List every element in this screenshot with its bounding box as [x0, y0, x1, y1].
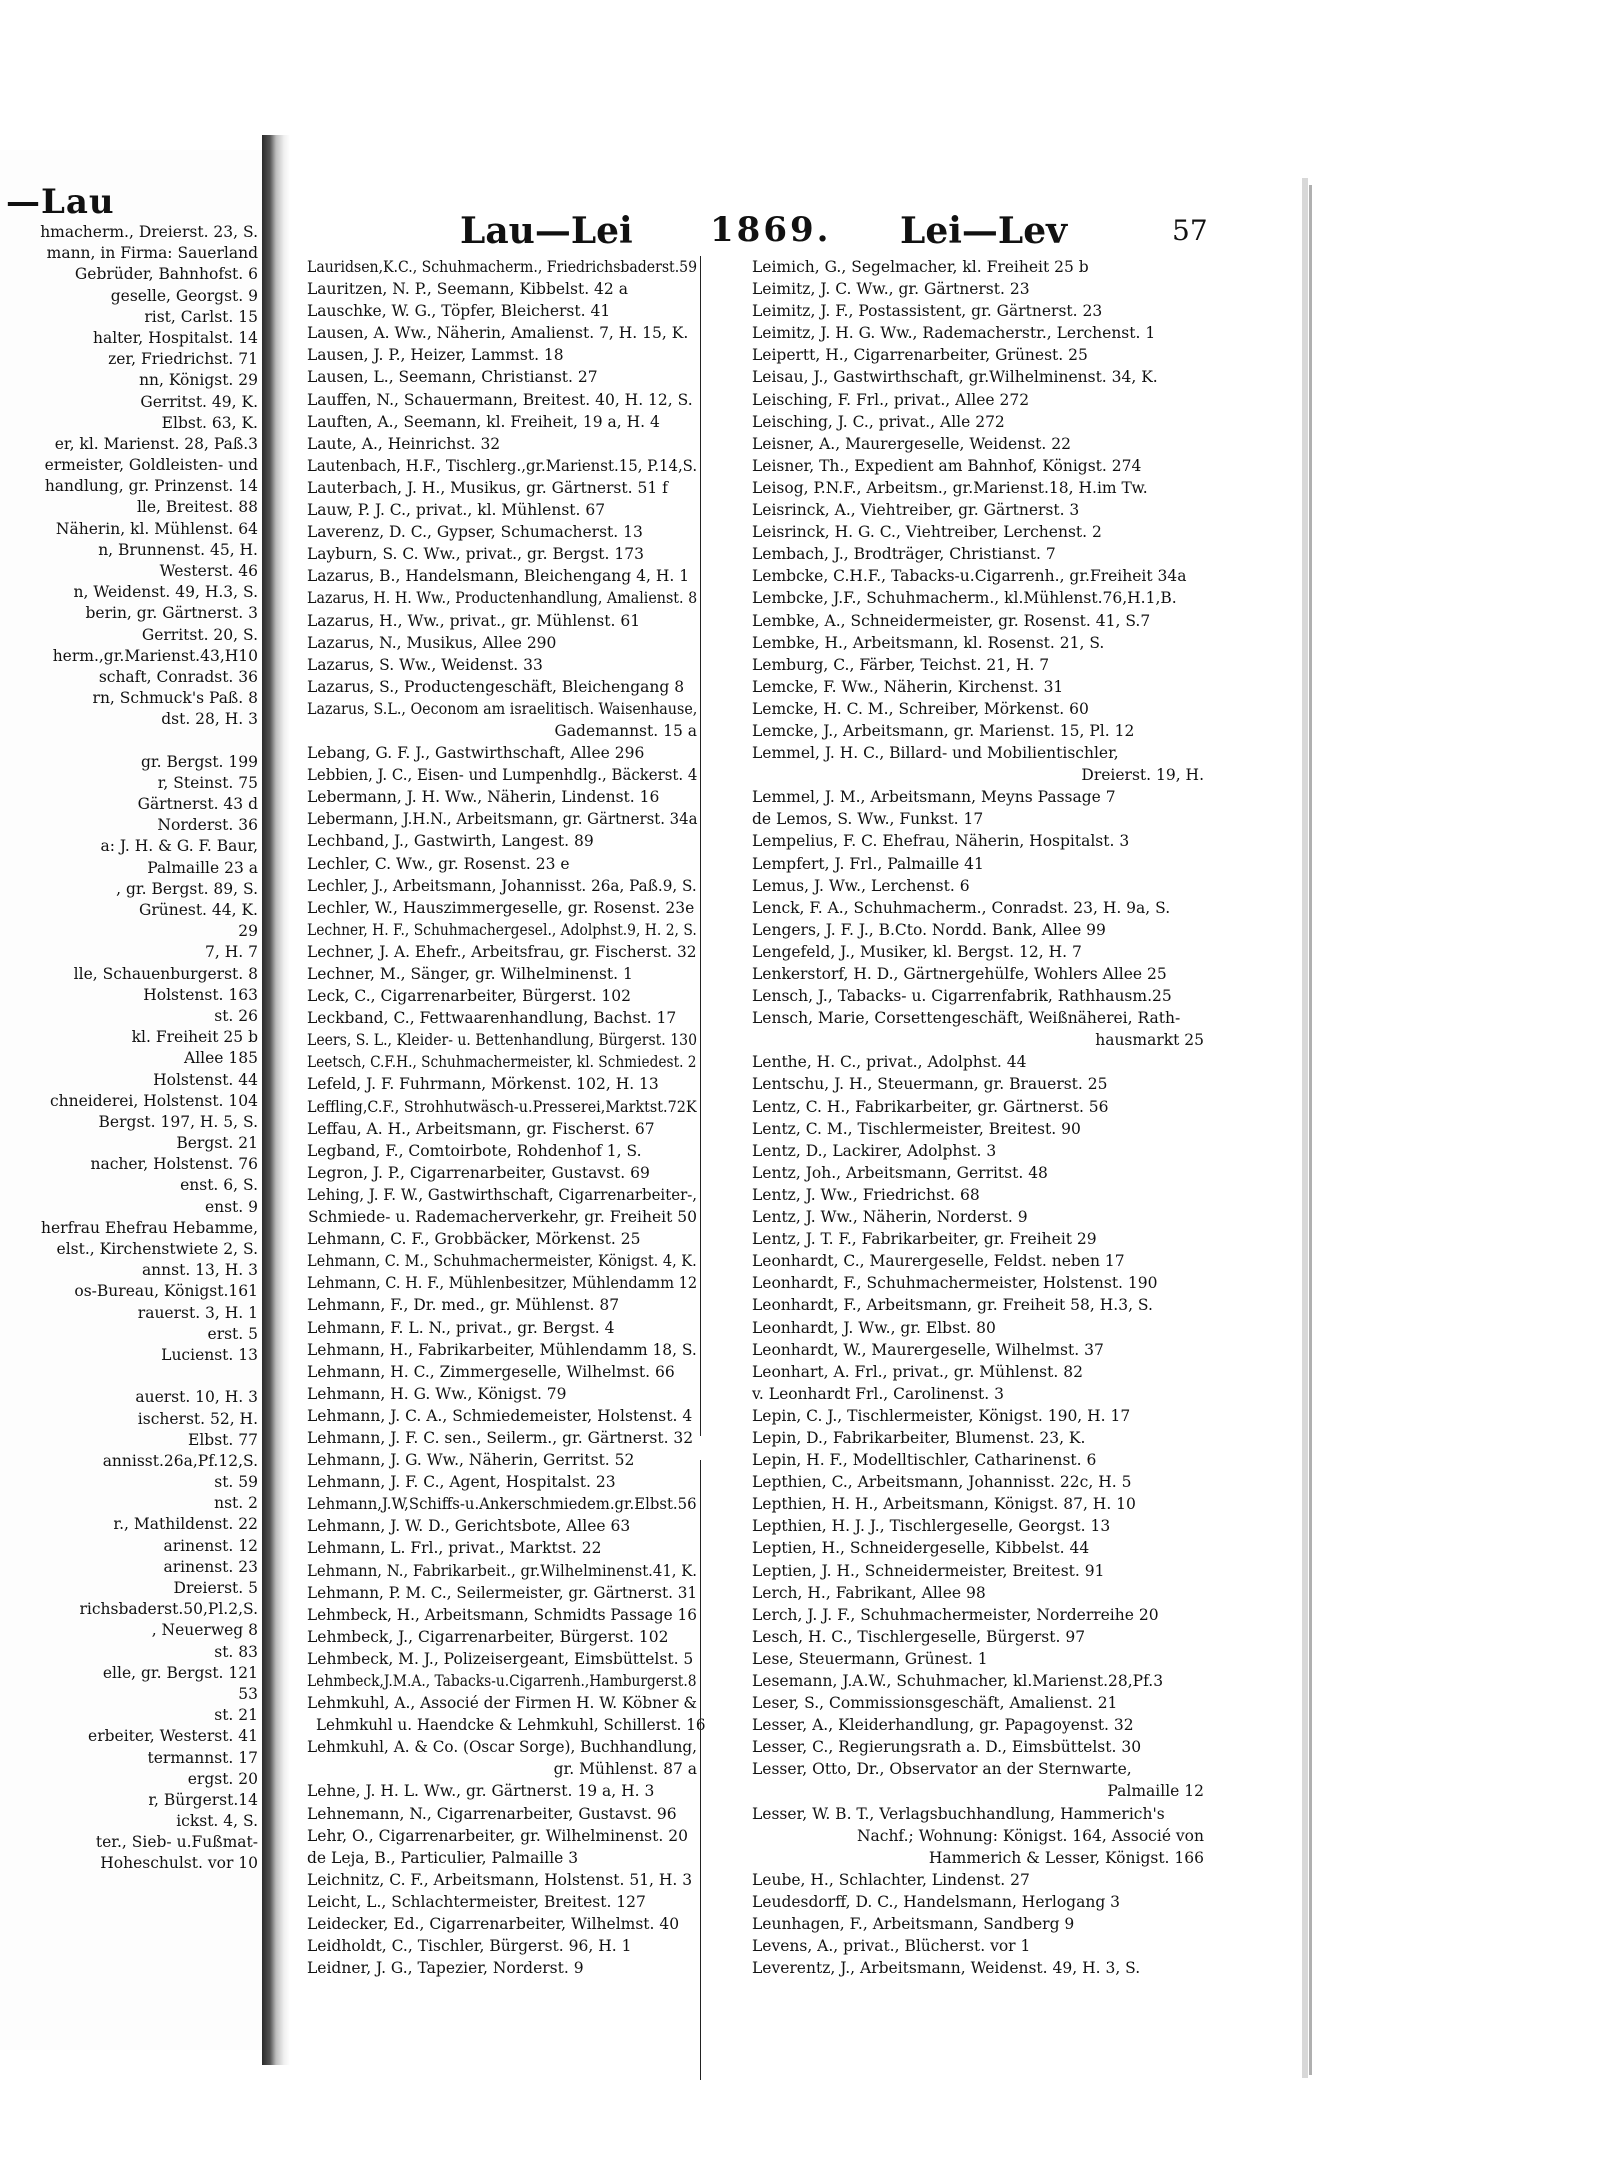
directory-entry: Dreierst. 19, H.: [1081, 766, 1204, 785]
directory-entry: Lehnemann, N., Cigarrenarbeiter, Gustavst. 96: [307, 1804, 677, 1823]
directory-entry: Lechner, M., Sänger, gr. Wilhelminenst. 1: [307, 965, 633, 983]
left-page-line: handlung, gr. Prinzenst. 14: [44, 477, 258, 496]
directory-entry: Lepthien, H. H., Arbeitsmann, Königst. 87, H. 10: [752, 1495, 1136, 1514]
directory-entry: Lehmann, C. H. F., Mühlenbesitzer, Mühlendamm 12: [307, 1274, 698, 1293]
directory-entry: Levens, A., privat., Blücherst. vor 1: [752, 1937, 1031, 1956]
left-page-line: Elbst. 77: [188, 1430, 258, 1449]
directory-entry: Lehmann, F., Dr. med., gr. Mühlenst. 87: [307, 1296, 620, 1315]
running-header: [460, 210, 1220, 258]
directory-entry: Lentschu, J. H., Steuermann, gr. Brauerst. 25: [752, 1075, 1108, 1094]
directory-entry: Lehmann, F. L. N., privat., gr. Bergst. 4: [307, 1318, 615, 1337]
directory-entry: Leonhardt, F., Arbeitsmann, gr. Freiheit 58, H.3, S.: [752, 1296, 1153, 1315]
left-page-line: Norderst. 36: [157, 816, 258, 835]
left-page-line: enst. 6, S.: [180, 1176, 258, 1195]
directory-entry: Lembcke, C.H.F., Tabacks-u.Cigarrenh., gr.Freiheit 34a: [752, 567, 1187, 586]
directory-entry: Lepin, C. J., Tischlermeister, Königst. 190, H. 17: [752, 1406, 1131, 1425]
left-page-header: —Lau: [6, 182, 115, 222]
left-page-line: st. 83: [214, 1642, 258, 1661]
directory-entry: Lesser, C., Regierungsrath a. D., Eimsbüttelst. 30: [752, 1738, 1142, 1757]
directory-entry: Lensch, Marie, Corsettengeschäft, Weißnäherei, Rath-: [752, 1009, 1181, 1028]
directory-entry: Lempfert, J. Frl., Palmaille 41: [752, 854, 984, 873]
left-page-line: Grünest. 44, K.: [138, 901, 258, 919]
directory-entry: Lempelius, F. C. Ehefrau, Näherin, Hospitalst. 3: [752, 832, 1130, 851]
directory-entry: Lazarus, S.L., Oeconom am israelitisch. Waisenhause,: [307, 699, 698, 718]
left-page-line: schaft, Conradst. 36: [98, 667, 258, 686]
directory-entry: Lauften, A., Seemann, kl. Freiheit, 19 a, H. 4: [307, 412, 660, 431]
left-page-line: nst. 2: [214, 1494, 258, 1513]
directory-entry: Lehmann, L. Frl., privat., Marktst. 22: [307, 1539, 602, 1558]
left-page-line: berin, gr. Gärtnerst. 3: [85, 604, 258, 623]
left-page-line: Dreierst. 5: [173, 1579, 258, 1597]
left-page-line: Westerst. 46: [159, 562, 258, 580]
directory-entry: Nachf.; Wohnung: Königst. 164, Associé von: [856, 1826, 1204, 1845]
left-page-line: gr. Bergst. 199: [141, 752, 258, 771]
directory-entry: Lesser, A., Kleiderhandlung, gr. Papagoyenst. 32: [752, 1716, 1134, 1735]
directory-entry: Lemcke, J., Arbeitsmann, gr. Marienst. 15, Pl. 12: [752, 721, 1135, 740]
directory-entry: Lechner, H. F., Schuhmachergesel., Adolphst.9, H. 2, S.: [307, 920, 697, 939]
directory-entry: Lesemann, J.A.W., Schuhmacher, kl.Marienst.28,Pf.3: [752, 1672, 1164, 1690]
directory-entry: Lenthe, H. C., privat., Adolphst. 44: [752, 1053, 1027, 1072]
column-divider-lower: [700, 1460, 701, 2080]
left-page-line: elst., Kirchenstwiete 2, S.: [56, 1240, 258, 1258]
left-page-line: herfrau Ehefrau Hebamme,: [41, 1218, 258, 1237]
left-page-line: ter., Sieb- u.Fußmat-: [95, 1833, 258, 1852]
left-page-line: dst. 28, H. 3: [161, 710, 258, 729]
directory-entry: Hammerich & Lesser, Königst. 166: [928, 1848, 1204, 1867]
left-page-line: Gerritst. 49, K.: [140, 392, 258, 411]
directory-entry: Leimitz, J. C. Ww., gr. Gärtnerst. 23: [752, 280, 1030, 299]
directory-entry: Lauffen, N., Schauermann, Breitest. 40, H. 12, S.: [307, 390, 693, 409]
header-range-right: Lei—Lev: [900, 210, 1068, 252]
directory-entry: Leffau, A. H., Arbeitsmann, gr. Fischerst. 67: [307, 1119, 655, 1138]
directory-entry: Lemmel, J. H. C., Billard- und Mobilientischler,: [752, 744, 1119, 763]
left-page-line: Hoheschulst. vor 10: [100, 1854, 258, 1873]
directory-entry: Laverenz, D. C., Gypser, Schumacherst. 13: [307, 523, 643, 542]
directory-entry: Lepthien, C., Arbeitsmann, Johannisst. 22c, H. 5: [752, 1473, 1132, 1492]
directory-entry: de Lemos, S. Ww., Funkst. 17: [752, 810, 984, 829]
directory-entry: Lehmbeck, J., Cigarrenarbeiter, Bürgerst. 102: [307, 1627, 669, 1646]
directory-entry: Lehmkuhl, A. & Co. (Oscar Sorge), Buchhandlung,: [307, 1738, 697, 1757]
left-page-line: annisst.26a,Pf.12,S.: [102, 1451, 258, 1470]
directory-entry: Lazarus, B., Handelsmann, Bleichengang 4, H. 1: [307, 567, 690, 586]
directory-entry: Lausen, A. Ww., Näherin, Amalienst. 7, H. 15, K.: [307, 324, 689, 343]
left-page-line: ergst. 20: [187, 1769, 258, 1788]
left-page-line: Gerritst. 20, S.: [141, 625, 258, 644]
directory-entry: Lehmbeck,J.M.A., Tabacks-u.Cigarrenh.,Hamburgerst.8: [307, 1672, 697, 1690]
directory-entry: Leers, S. L., Kleider- u. Bettenhandlung, Bürgerst. 130: [307, 1031, 697, 1050]
directory-entry: Lechler, W., Hauszimmergeselle, gr. Rosenst. 23e: [307, 898, 695, 917]
left-page-line: halter, Hospitalst. 14: [92, 328, 258, 347]
directory-entry: Lefeld, J. F. Fuhrmann, Mörkenst. 102, H. 13: [307, 1075, 659, 1094]
left-page-line: rn, Schmuck's Paß. 8: [92, 689, 258, 708]
directory-entry: Leipertt, H., Cigarrenarbeiter, Grünest. 25: [752, 346, 1088, 365]
left-page-line: arinenst. 12: [163, 1536, 258, 1555]
directory-entry: Lentz, C. M., Tischlermeister, Breitest. 90: [752, 1119, 1081, 1138]
directory-entry: Lebermann, J. H. Ww., Näherin, Lindenst. 16: [307, 788, 660, 807]
directory-entry: Legband, F., Comtoirbote, Rohdenhof 1, S.: [307, 1141, 642, 1160]
left-page-line: er, kl. Marienst. 28, Paß.3: [54, 434, 258, 453]
left-page-line: mann, in Firma: Sauerland: [46, 244, 258, 263]
directory-entry: Lebbien, J. C., Eisen- und Lumpenhdlg., Bäckerst. 4: [307, 766, 698, 785]
directory-entry: v. Leonhardt Frl., Carolinenst. 3: [752, 1384, 1004, 1403]
left-page-line: ickst. 4, S.: [176, 1812, 258, 1831]
directory-entry: de Leja, B., Particulier, Palmaille 3: [307, 1848, 579, 1867]
directory-entry: Leimitz, J. F., Postassistent, gr. Gärtnerst. 23: [752, 302, 1103, 321]
directory-entry: Leimitz, J. H. G. Ww., Rademacherstr., Lerchenst. 1: [752, 324, 1156, 343]
left-page-line: Bergst. 197, H. 5, S.: [98, 1112, 258, 1131]
directory-column-right: [752, 256, 1204, 1979]
directory-entry: Leidecker, Ed., Cigarrenarbeiter, Wilhelmst. 40: [307, 1915, 680, 1934]
left-page-line: st. 26: [214, 1006, 258, 1025]
left-page-line: nacher, Holstenst. 76: [90, 1155, 258, 1174]
left-page-line: kl. Freiheit 25 b: [131, 1028, 258, 1047]
left-page-line: geselle, Georgst. 9: [110, 286, 258, 305]
directory-column-left: [307, 256, 706, 1979]
directory-entry: Lembcke, J.F., Schuhmacherm., kl.Mühlenst.76,H.1,B.: [752, 589, 1177, 608]
directory-entry: Lehmann, N., Fabrikarbeit., gr.Wilhelminenst.41, K.: [307, 1561, 698, 1580]
directory-entry: Lehmann, P. M. C., Seilermeister, gr. Gärtnerst. 31: [307, 1583, 698, 1602]
left-page-line: erbeiter, Westerst. 41: [88, 1727, 258, 1746]
left-page-line: , gr. Bergst. 89, S.: [116, 879, 258, 898]
directory-entry: Lehing, J. F. W., Gastwirthschaft, Cigarrenarbeiter-,: [307, 1185, 698, 1204]
directory-entry: Leisner, A., Maurergeselle, Weidenst. 22: [752, 434, 1071, 453]
left-page-line: elle, gr. Bergst. 121: [102, 1663, 258, 1682]
directory-entry: Lentz, D., Lackirer, Adolphst. 3: [752, 1141, 997, 1160]
directory-entry: Lemburg, C., Färber, Teichst. 21, H. 7: [752, 655, 1050, 674]
header-year: 1869.: [710, 210, 832, 250]
directory-entry: Lebang, G. F. J., Gastwirthschaft, Allee 296: [307, 744, 645, 763]
directory-entry: Layburn, S. C. Ww., privat., gr. Bergst. 173: [307, 545, 644, 564]
left-page-line: arinenst. 23: [163, 1557, 258, 1576]
page-edge: [1302, 178, 1308, 2078]
directory-entry: Palmaille 12: [1107, 1782, 1204, 1801]
directory-entry: Lechler, C. Ww., gr. Rosenst. 23 e: [307, 854, 570, 873]
directory-entry: Lauschke, W. G., Töpfer, Bleicherst. 41: [307, 302, 611, 321]
directory-entry: Lehmann, H. G. Ww., Königst. 79: [307, 1384, 567, 1403]
directory-entry: Lausen, L., Seemann, Christianst. 27: [307, 368, 598, 387]
directory-entry: Leptien, H., Schneidergeselle, Kibbelst. 44: [752, 1539, 1090, 1558]
left-page-line: Lucienst. 13: [161, 1345, 258, 1364]
left-page-line: r, Bürgerst.14: [148, 1790, 258, 1809]
left-page-line: lle, Breitest. 88: [136, 498, 258, 517]
left-page-line: r., Mathildenst. 22: [113, 1515, 258, 1534]
left-page-line: Holstenst. 163: [143, 985, 258, 1004]
directory-entry: Leisching, J. C., privat., Alle 272: [752, 412, 1005, 431]
directory-entry: Lehmbeck, M. J., Polizeisergeant, Eimsbüttelst. 5: [307, 1649, 694, 1668]
directory-entry: Leonhardt, F., Schuhmachermeister, Holstenst. 190: [752, 1274, 1158, 1293]
left-page-line: r, Steinst. 75: [157, 773, 258, 792]
directory-entry: Lentz, Joh., Arbeitsmann, Gerritst. 48: [752, 1163, 1048, 1182]
directory-entry: Lehmann, J. C. A., Schmiedemeister, Holstenst. 4: [307, 1406, 693, 1425]
directory-entry: Lazarus, N., Musikus, Allee 290: [307, 633, 557, 652]
directory-entry: Lehmann, J. G. Ww., Näherin, Gerritst. 52: [307, 1451, 635, 1470]
directory-entry: Schmiede- u. Rademacherverkehr, gr. Freiheit 50: [308, 1208, 697, 1227]
left-page-line: ermeister, Goldleisten- und: [44, 456, 258, 475]
left-page-line: Allee 185: [184, 1049, 258, 1068]
directory-entry: Lauterbach, J. H., Musikus, gr. Gärtnerst. 51 f: [307, 478, 668, 497]
directory-entry: Lehmann, J. F. C. sen., Seilerm., gr. Gärtnerst. 32: [307, 1428, 694, 1447]
directory-entry: Lentz, J. T. F., Fabrikarbeiter, gr. Freiheit 29: [752, 1230, 1097, 1249]
directory-entry: Lembke, A., Schneidermeister, gr. Rosenst. 41, S.7: [752, 611, 1151, 630]
directory-entry: Leube, H., Schlachter, Lindenst. 27: [752, 1870, 1030, 1889]
book-gutter: [262, 135, 290, 2065]
left-page-line: erst. 5: [207, 1324, 258, 1343]
directory-entry: Leetsch, C.F.H., Schuhmachermeister, kl. Schmiedest. 2: [307, 1053, 697, 1072]
directory-entry: Lechler, J., Arbeitsmann, Johannisst. 26a, Paß.9, S.: [307, 876, 697, 895]
left-page-line: Palmaille 23 a: [147, 858, 258, 877]
directory-entry: Leisau, J., Gastwirthschaft, gr.Wilhelminenst. 34, K.: [752, 368, 1158, 387]
left-page-line: chneiderei, Holstenst. 104: [49, 1091, 258, 1110]
left-page-line: rauerst. 3, H. 1: [137, 1303, 258, 1322]
directory-entry: Lechband, J., Gastwirth, Langest. 89: [307, 832, 594, 851]
directory-entry: Leisner, Th., Expedient am Bahnhof, Königst. 274: [752, 456, 1142, 475]
directory-entry: Lautenbach, H.F., Tischlerg.,gr.Marienst.15, P.14,S.: [307, 456, 698, 475]
directory-entry: Lazarus, H. H. Ww., Productenhandlung, Amalienst. 8: [307, 589, 698, 608]
directory-entry: Lehmbeck, H., Arbeitsmann, Schmidts Passage 16: [307, 1605, 697, 1624]
directory-entry: Lehmann, H. C., Zimmergeselle, Wilhelmst. 66: [307, 1362, 675, 1381]
directory-entry: Lehmkuhl, A., Associé der Firmen H. W. Köbner &: [307, 1694, 698, 1713]
left-page-line: zer, Friedrichst. 71: [108, 350, 258, 369]
directory-entry: Lerch, H., Fabrikant, Allee 98: [752, 1583, 986, 1602]
directory-entry: Lemcke, H. C. M., Schreiber, Mörkenst. 60: [752, 699, 1089, 718]
left-page-line: [0, 1366, 258, 1387]
directory-entry: Lentz, J. Ww., Friedrichst. 68: [752, 1185, 980, 1204]
directory-entry: Lensch, J., Tabacks- u. Cigarrenfabrik, Rathhausm.25: [752, 987, 1172, 1006]
left-page-line: Gärtnerst. 43 d: [137, 795, 258, 814]
directory-entry: hausmarkt 25: [1095, 1031, 1204, 1050]
directory-entry: Lehmann, J. W. D., Gerichtsbote, Allee 63: [307, 1517, 631, 1536]
directory-entry: Lehmann, C. M., Schuhmachermeister, Königst. 4, K.: [307, 1252, 697, 1271]
left-page-fragment: [0, 150, 262, 2050]
directory-entry: Lepin, D., Fabrikarbeiter, Blumenst. 23, K.: [752, 1428, 1086, 1447]
left-page-line: a: J. H. & G. F. Baur,: [100, 837, 258, 856]
directory-entry: Lehmann, H., Fabrikarbeiter, Mühlendamm 18, S.: [307, 1340, 697, 1359]
directory-entry: Lehmann,J.W,Schiffs-u.Ankerschmiedem.gr.Elbst.56: [307, 1495, 697, 1514]
page-number: 57: [1172, 214, 1208, 247]
directory-entry: Lese, Steuermann, Grünest. 1: [752, 1649, 988, 1668]
left-page-line: Elbst. 63, K.: [161, 413, 258, 432]
directory-entry: Lembke, H., Arbeitsmann, kl. Rosenst. 21, S.: [752, 633, 1105, 652]
directory-entry: Leisching, F. Frl., privat., Allee 272: [752, 390, 1030, 409]
directory-entry: Lehmann, J. F. C., Agent, Hospitalst. 23: [307, 1473, 616, 1492]
directory-entry: Leisog, P.N.F., Arbeitsm., gr.Marienst.18, H.im Tw.: [752, 478, 1148, 497]
left-page-line: nn, Königst. 29: [139, 371, 258, 390]
directory-entry: Lentz, J. Ww., Näherin, Norderst. 9: [752, 1208, 1028, 1227]
directory-entry: Leptien, J. H., Schneidermeister, Breitest. 91: [752, 1561, 1105, 1580]
left-page-line: 7, H. 7: [205, 943, 258, 962]
directory-entry: Lenck, F. A., Schuhmacherm., Conradst. 23, H. 9a, S.: [752, 898, 1171, 917]
directory-entry: Lazarus, S., Productengeschäft, Bleichengang 8: [307, 677, 685, 696]
directory-entry: Leser, S., Commissionsgeschäft, Amalienst. 21: [752, 1694, 1118, 1713]
left-page-line: 53: [238, 1684, 258, 1703]
directory-entry: Lesch, H. C., Tischlergeselle, Bürgerst. 97: [752, 1627, 1086, 1646]
left-page-line: n, Weidenst. 49, H.3, S.: [73, 583, 258, 602]
directory-entry: Lentz, C. H., Fabrikarbeiter, gr. Gärtnerst. 56: [752, 1097, 1109, 1116]
directory-entry: Lausen, J. P., Heizer, Lammst. 18: [307, 346, 564, 365]
directory-entry: Leichnitz, C. F., Arbeitsmann, Holstenst. 51, H. 3: [307, 1870, 693, 1889]
left-page-line: rist, Carlst. 15: [144, 307, 258, 326]
page-edge-shadow: [1309, 185, 1312, 2075]
left-page-line: 29: [238, 922, 258, 941]
directory-entry: Lerch, J. J. F., Schuhmachermeister, Norderreihe 20: [752, 1605, 1159, 1624]
directory-entry: Leffling,C.F., Strohhutwäsch-u.Presserei,Marktst.72K: [307, 1097, 697, 1116]
left-page-line: auerst. 10, H. 3: [135, 1388, 258, 1407]
left-page-lines: [0, 222, 258, 1875]
left-page-line: n, Brunnenst. 45, H.: [98, 540, 258, 559]
directory-entry: Lengefeld, J., Musiker, kl. Bergst. 12, H. 7: [752, 942, 1082, 961]
directory-entry: Leidner, J. G., Tapezier, Norderst. 9: [307, 1959, 584, 1978]
directory-entry: Lazarus, S. Ww., Weidenst. 33: [307, 655, 543, 674]
directory-entry: Leudesdorff, D. C., Handelsmann, Herlogang 3: [752, 1892, 1121, 1911]
directory-entry: Leunhagen, F., Arbeitsmann, Sandberg 9: [752, 1915, 1075, 1934]
directory-entry: Lauritzen, N. P., Seemann, Kibbelst. 42 a: [307, 280, 628, 299]
directory-entry: Leicht, L., Schlachtermeister, Breitest. 127: [307, 1892, 646, 1911]
directory-entry: Leck, C., Cigarrenarbeiter, Bürgerst. 102: [307, 987, 632, 1006]
directory-entry: Leonhardt, J. Ww., gr. Elbst. 80: [752, 1318, 996, 1337]
directory-entry: Lebermann, J.H.N., Arbeitsmann, gr. Gärtnerst. 34a: [307, 810, 698, 829]
left-page-line: os-Bureau, Königst.161: [74, 1282, 258, 1301]
directory-entry: Lenkerstorf, H. D., Gärtnergehülfe, Wohlers Allee 25: [752, 965, 1167, 983]
directory-entry: Lembach, J., Brodträger, Christianst. 7: [752, 545, 1056, 564]
directory-entry: Lesser, Otto, Dr., Observator an der Sternwarte,: [752, 1760, 1132, 1779]
directory-entry: Gademannst. 15 a: [554, 721, 697, 740]
left-page-line: Bergst. 21: [176, 1134, 258, 1153]
column-divider: [700, 256, 701, 1436]
directory-entry: Leonhart, A. Frl., privat., gr. Mühlenst. 82: [752, 1362, 1083, 1381]
directory-entry: Lemus, J. Ww., Lerchenst. 6: [752, 876, 970, 895]
left-page-line: herm.,gr.Marienst.43,H10: [52, 646, 258, 665]
directory-entry: Leonhardt, C., Maurergeselle, Feldst. neben 17: [752, 1252, 1125, 1271]
header-range-left: Lau—Lei: [460, 210, 633, 252]
left-page-line: hmacherm., Dreierst. 23, S.: [40, 223, 258, 241]
left-page-line: ischerst. 52, H.: [137, 1409, 258, 1428]
directory-entry: Lehmkuhl u. Haendcke & Lehmkuhl, Schillerst. 16: [315, 1716, 706, 1735]
left-page-line: [0, 731, 258, 752]
directory-entry: Lemmel, J. M., Arbeitsmann, Meyns Passage 7: [752, 788, 1116, 807]
left-page-line: , Neuerweg 8: [151, 1621, 258, 1640]
directory-entry: Leverentz, J., Arbeitsmann, Weidenst. 49, H. 3, S.: [752, 1959, 1141, 1978]
left-page-line: termannst. 17: [147, 1748, 258, 1767]
directory-entry: Leisrinck, H. G. C., Viehtreiber, Lerchenst. 2: [752, 523, 1102, 542]
directory-entry: Lauridsen,K.C., Schuhmacherm., Friedrichsbaderst.59: [307, 258, 698, 276]
directory-entry: Leckband, C., Fettwaarenhandlung, Bachst. 17: [307, 1009, 677, 1028]
directory-entry: Lesser, W. B. T., Verlagsbuchhandlung, Hammerich's: [752, 1804, 1165, 1823]
left-page-line: Holstenst. 44: [153, 1070, 258, 1089]
directory-entry: Lauw, P. J. C., privat., kl. Mühlenst. 67: [307, 501, 606, 520]
directory-entry: Lehmann, C. F., Grobbäcker, Mörkenst. 25: [307, 1230, 641, 1249]
left-page-line: Gebrüder, Bahnhofst. 6: [74, 265, 258, 284]
left-page-line: annst. 13, H. 3: [141, 1261, 258, 1280]
left-page-line: st. 59: [214, 1473, 258, 1492]
left-page-line: enst. 9: [204, 1197, 258, 1216]
directory-entry: Lechner, J. A. Ehefr., Arbeitsfrau, gr. Fischerst. 32: [307, 942, 697, 961]
left-page-line: st. 21: [214, 1706, 258, 1725]
left-page-line: Näherin, kl. Mühlenst. 64: [55, 519, 258, 538]
directory-entry: Lengers, J. F. J., B.Cto. Nordd. Bank, Allee 99: [752, 920, 1106, 939]
directory-entry: Laute, A., Heinrichst. 32: [307, 434, 501, 453]
directory-entry: Lehne, J. H. L. Ww., gr. Gärtnerst. 19 a, H. 3: [307, 1782, 655, 1801]
directory-entry: Leidholdt, C., Tischler, Bürgerst. 96, H. 1: [307, 1937, 632, 1956]
directory-entry: Lehr, O., Cigarrenarbeiter, gr. Wilhelminenst. 20: [307, 1826, 688, 1845]
left-page-line: lle, Schauenburgerst. 8: [73, 964, 258, 983]
directory-entry: Lazarus, H., Ww., privat., gr. Mühlenst. 61: [307, 611, 641, 630]
directory-entry: Legron, J. P., Cigarrenarbeiter, Gustavst. 69: [307, 1163, 650, 1182]
directory-entry: gr. Mühlenst. 87 a: [553, 1760, 697, 1779]
directory-entry: Leisrinck, A., Viehtreiber, gr. Gärtnerst. 3: [752, 501, 1080, 520]
directory-entry: Lepthien, H. J. J., Tischlergeselle, Georgst. 13: [752, 1517, 1111, 1536]
directory-entry: Leonhardt, W., Maurergeselle, Wilhelmst. 37: [752, 1340, 1104, 1359]
directory-entry: Leimich, G., Segelmacher, kl. Freiheit 25 b: [752, 258, 1089, 276]
left-page-line: richsbaderst.50,Pl.2,S.: [79, 1600, 258, 1619]
directory-entry: Lemcke, F. Ww., Näherin, Kirchenst. 31: [752, 677, 1064, 696]
directory-entry: Lepin, H. F., Modelltischler, Catharinenst. 6: [752, 1451, 1097, 1470]
